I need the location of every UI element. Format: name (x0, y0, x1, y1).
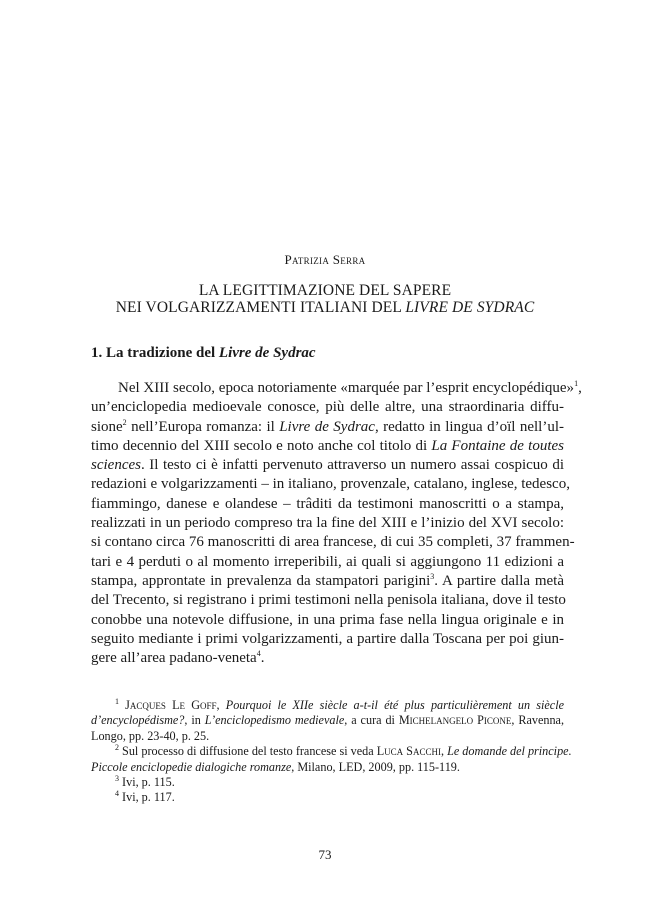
footnote-author: Jacques Le Goff (125, 698, 217, 712)
footnote-author: Luca Sacchi (376, 744, 441, 759)
footnote-ref[interactable]: 4 (256, 649, 261, 659)
text-run: Ivi, p. 115. (119, 775, 175, 790)
body-line (91, 379, 582, 398)
text-run: Sul processo di diffusione del testo francese si veda (119, 744, 377, 759)
text-run: timo decennio del XIII secolo e noto anche col titolo di (91, 437, 432, 454)
footnote-line (91, 790, 564, 805)
author-name: Patrizia Serra (284, 252, 366, 267)
text-run: , in (184, 713, 205, 728)
text-run: nell’Europa romanza: il (126, 418, 280, 435)
body-paragraph (91, 379, 582, 668)
footnote-number: 3 (115, 773, 119, 783)
body-line (91, 649, 564, 668)
footnote-title: Le domande del principe. (447, 744, 572, 759)
body-line: seguito mediante i primi volgarizzamenti, a partire dalla Toscana per poi giun- (91, 630, 564, 647)
body-line: fiammingo, danese e olandese – trâditi da testimoni manoscritti o a stampa, (91, 495, 564, 512)
footnote-line (91, 775, 564, 790)
body-line: del Trecento, si registrano i primi testimoni nella penisola italiana, dove il testo (91, 592, 566, 609)
text-run-italic: La Fontaine de toutes (431, 437, 564, 454)
text-run: . (260, 650, 265, 667)
body-line (91, 437, 564, 456)
text-run: , (216, 698, 226, 712)
text-run: , a cura di (344, 713, 399, 728)
title-line-2-italic: LIVRE DE SYDRAC (405, 299, 535, 316)
text-run: sione (91, 418, 123, 435)
text-run: , (440, 744, 448, 759)
body-line: realizzati in un periodo compreso tra la fine del XIII e l’inizio del XVI secolo: (91, 515, 564, 532)
text-run: . A partire dalla metà (434, 572, 564, 589)
text-run: , (578, 380, 582, 396)
article-title (60, 282, 590, 316)
text-run-italic: Livre de Sydrac (279, 418, 375, 435)
footnote-line: Longo, pp. 23-40, p. 25. (91, 728, 210, 743)
title-line-2-prefix: NEI VOLGARIZZAMENTI ITALIANI DEL (115, 299, 406, 316)
footnote-title: Pourquoi le XIIe siècle a-t-il été plus particulièrement un siècle (225, 698, 564, 712)
text-run: , Ravenna, (511, 713, 565, 728)
body-line (91, 572, 564, 591)
body-line: redazioni e volgarizzamenti – in italiano, provenzale, catalano, inglese, tedesco, (91, 476, 570, 493)
footnote-editor: Michelangelo Picone (398, 713, 512, 728)
footnote-line (91, 713, 564, 728)
body-line (91, 418, 564, 437)
footnote-line (91, 743, 572, 759)
body-line (91, 456, 564, 475)
footnote-book: L’enciclopedismo medievale (204, 713, 345, 728)
text-run: stampa, approntate in prevalenza da stampatori parigini (91, 572, 431, 589)
title-line-1: LA LEGITTIMAZIONE DEL SAPERE (198, 282, 452, 299)
body-line: si contano circa 76 manoscritti di area francese, di cui 35 completi, 37 frammen- (91, 534, 575, 551)
footnote-1 (91, 698, 564, 744)
section-heading (91, 345, 316, 362)
footnote-title: d’encyclopédisme? (91, 713, 185, 728)
footnote-number: 4 (115, 789, 119, 799)
footnote-ref[interactable]: 3 (430, 571, 435, 581)
footnote-4 (91, 790, 564, 805)
text-run: . Il testo ci è infatti pervenuto attraverso un numero assai cospicuo di (140, 457, 564, 474)
body-line: tari e 4 perduti o al momento irreperibili, ai quali si aggiungono 11 edizioni a (91, 553, 564, 570)
section-heading-italic: Livre de Sydrac (218, 345, 316, 361)
text-run-italic: sciences (91, 457, 141, 474)
title-line-2 (60, 299, 590, 316)
footnote-number: 1 (115, 696, 119, 706)
footnote-line (91, 698, 564, 713)
text-run: Ivi, p. 117. (119, 790, 175, 805)
footnote-line (91, 760, 564, 775)
page-number: 73 (318, 847, 332, 862)
footnotes (91, 696, 572, 806)
text-run: , Milano, LED, 2009, pp. 115-119. (291, 759, 460, 774)
body-line: un’enciclopedia medioevale conosce, più delle altre, una straordinaria diffu- (91, 399, 564, 416)
text-run: , redatto in lingua d’oïl nell’ul- (374, 418, 564, 435)
body-line: conobbe una notevole diffusione, in una prima fase nella lingua originale e in (91, 611, 564, 628)
footnote-title: Piccole enciclopedie dialogiche romanze (91, 759, 292, 774)
footnote-number: 2 (115, 743, 119, 753)
footnote-3 (91, 775, 564, 790)
footnote-ref[interactable]: 1 (574, 379, 579, 388)
text-run: Nel XIII secolo, epoca notoriamente «marquée par l’esprit encyclopédique» (118, 380, 575, 396)
footnote-2 (91, 743, 572, 775)
section-heading-prefix: 1. La tradizione del (91, 345, 219, 361)
footnote-ref[interactable]: 2 (122, 417, 127, 427)
text-run: gere all’area padano-veneta (91, 650, 257, 667)
